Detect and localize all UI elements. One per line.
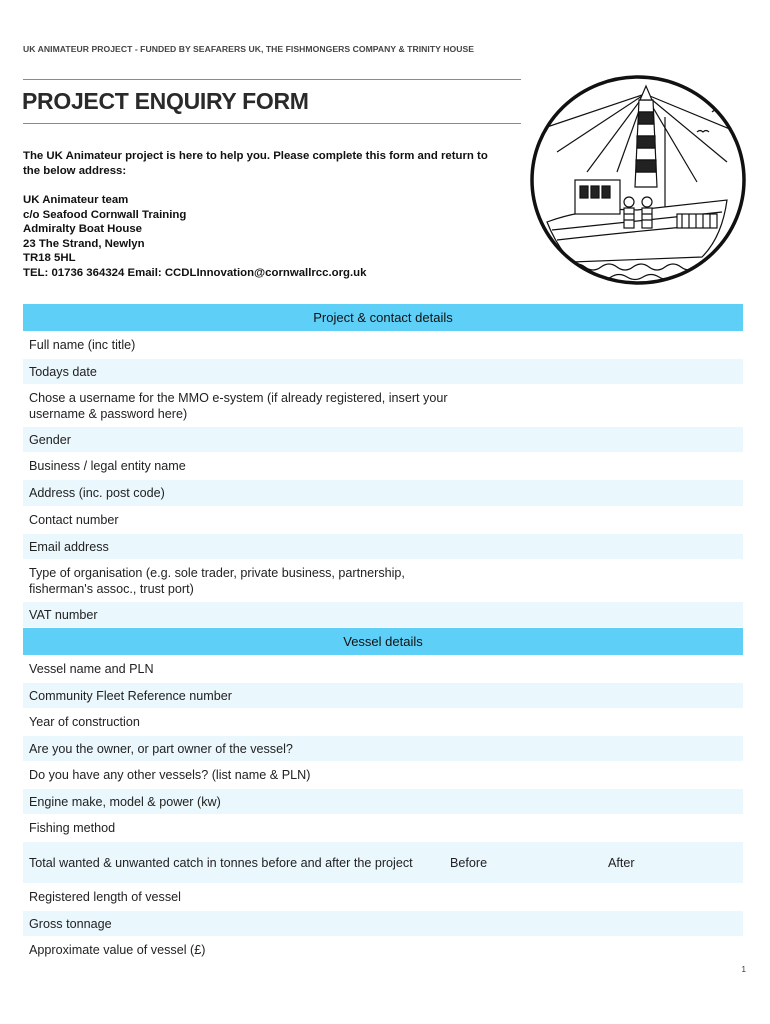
row-label: Engine make, model & power (kw) <box>29 794 221 809</box>
catch-after-label: After <box>608 855 635 870</box>
row-label: Full name (inc title) <box>29 338 136 352</box>
row-label: Todays date <box>29 364 97 379</box>
row-label: Type of organisation (e.g. sole trader, private business, partnership, fisherman's assoc., trust port) <box>29 565 405 596</box>
address-line: UK Animateur team <box>23 194 129 206</box>
funding-line: UK ANIMATEUR PROJECT - FUNDED BY SEAFARERS UK, THE FISHMONGERS COMPANY & TRINITY HOUSE <box>23 44 475 54</box>
page-title: PROJECT ENQUIRY FORM <box>22 88 309 114</box>
row-label: Community Fleet Reference number <box>29 688 232 703</box>
row-label: Gross tonnage <box>29 916 112 931</box>
form-row-email[interactable] <box>23 534 743 560</box>
form-row-business-name[interactable] <box>23 453 743 480</box>
address-contact-line: TEL: 01736 364324 Email: CCDLInnovation@cornwallrcc.org.uk <box>23 266 367 279</box>
address-line: 23 The Strand, Newlyn <box>23 237 145 250</box>
enquiry-form-table <box>23 304 743 964</box>
row-label: Chose a username for the MMO e-system (if already registered, insert your username & password here) <box>29 390 448 421</box>
row-label: Vessel name and PLN <box>29 662 154 676</box>
lighthouse-boat-illustration <box>527 72 749 288</box>
address-block <box>23 193 366 281</box>
form-row-vessel-name[interactable] <box>23 656 743 683</box>
page-number: 1 <box>741 965 746 974</box>
form-row-full-name[interactable] <box>23 332 743 359</box>
form-row-fleet-reference[interactable] <box>23 683 743 709</box>
row-label: Gender <box>29 432 72 447</box>
form-row-vessel-value[interactable] <box>23 937 743 964</box>
row-label: Contact number <box>29 513 119 527</box>
section-header-vessel: Vessel details <box>23 628 743 656</box>
row-label: Total wanted & unwanted catch in tonnes before and after the project <box>29 855 413 870</box>
form-row-username[interactable] <box>23 385 743 427</box>
row-label: Business / legal entity name <box>29 459 186 473</box>
address-line: Admiralty Boat House <box>23 223 142 236</box>
section-header-contact: Project & contact details <box>23 304 743 332</box>
row-label: Approximate value of vessel (£) <box>29 943 206 957</box>
divider-title <box>23 123 521 124</box>
row-label: VAT number <box>29 607 98 622</box>
form-row-year-construction[interactable] <box>23 709 743 736</box>
address-line: TR18 5HL <box>23 252 76 265</box>
form-row-address[interactable] <box>23 480 743 507</box>
intro-text: The UK Animateur project is here to help you. Please complete this form and return to the below address: <box>23 150 488 177</box>
row-label: Fishing method <box>29 821 116 835</box>
row-label: Do you have any other vessels? (list name & PLN) <box>29 768 311 782</box>
catch-before-label: Before <box>450 855 488 870</box>
row-label: Year of construction <box>29 715 140 729</box>
divider-top <box>23 79 521 80</box>
row-label: Registered length of vessel <box>29 890 181 904</box>
form-row-vessel-owner[interactable] <box>23 736 743 762</box>
form-row-engine[interactable] <box>23 789 743 815</box>
row-label: Are you the owner, or part owner of the vessel? <box>29 741 293 756</box>
row-label: Email address <box>29 539 109 554</box>
form-row-contact-number[interactable] <box>23 507 743 534</box>
form-row-catch-tonnes[interactable] <box>23 842 743 884</box>
row-label: Address (inc. post code) <box>29 486 165 500</box>
form-row-registered-length[interactable] <box>23 884 743 911</box>
form-row-organisation-type[interactable] <box>23 560 743 602</box>
address-line: c/o Seafood Cornwall Training <box>23 208 187 221</box>
form-row-gross-tonnage[interactable] <box>23 911 743 937</box>
form-row-fishing-method[interactable] <box>23 815 743 842</box>
form-row-other-vessels[interactable] <box>23 762 743 789</box>
form-row-vat-number[interactable] <box>23 602 743 628</box>
form-row-gender[interactable] <box>23 427 743 453</box>
form-row-todays-date[interactable] <box>23 359 743 385</box>
